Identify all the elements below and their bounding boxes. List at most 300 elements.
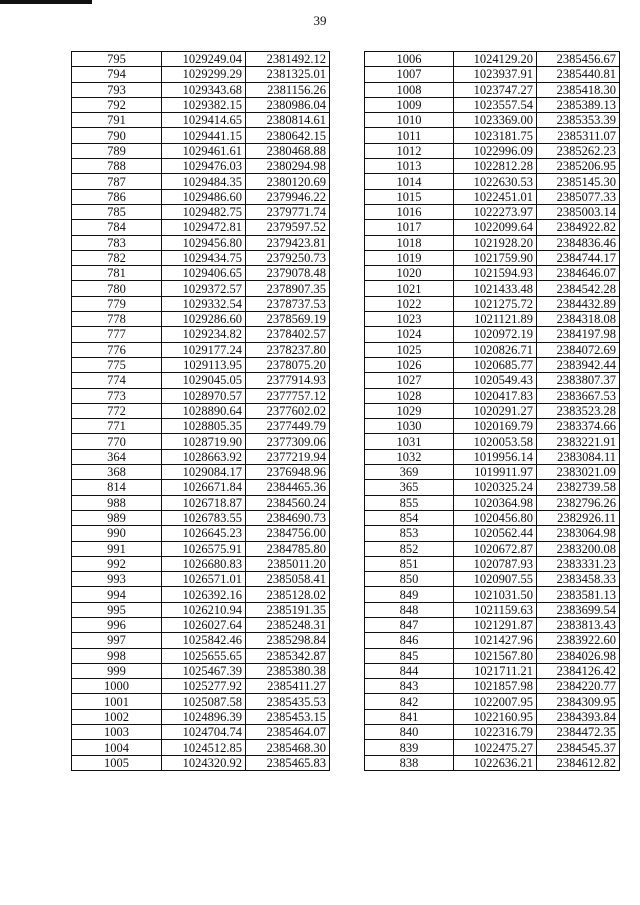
x-coordinate-cell: 1029484.35 (162, 174, 246, 189)
x-coordinate-cell: 1023747.27 (454, 82, 537, 97)
table-row (72, 266, 330, 281)
table-row (365, 495, 620, 510)
y-coordinate-cell: 2377757.12 (246, 388, 330, 403)
x-coordinate-cell: 1029486.60 (162, 189, 246, 204)
y-coordinate-cell: 2385435.53 (246, 694, 330, 709)
point-number-cell: 1006 (365, 52, 454, 67)
table-row (365, 128, 620, 143)
point-number-cell: 786 (72, 189, 162, 204)
y-coordinate-cell: 2382926.11 (537, 510, 620, 525)
point-number-cell: 771 (72, 419, 162, 434)
x-coordinate-cell: 1029476.03 (162, 159, 246, 174)
table-row (72, 189, 330, 204)
y-coordinate-cell: 2377602.02 (246, 403, 330, 418)
y-coordinate-cell: 2383699.54 (537, 602, 620, 617)
y-coordinate-cell: 2383942.44 (537, 357, 620, 372)
table-row (72, 419, 330, 434)
table-row (72, 709, 330, 724)
x-coordinate-cell: 1029249.04 (162, 52, 246, 67)
x-coordinate-cell: 1020787.93 (454, 556, 537, 571)
point-number-cell: 787 (72, 174, 162, 189)
y-coordinate-cell: 2383523.28 (537, 403, 620, 418)
y-coordinate-cell: 2385298.84 (246, 633, 330, 648)
point-number-cell: 1032 (365, 449, 454, 464)
x-coordinate-cell: 1029482.75 (162, 204, 246, 219)
x-coordinate-cell: 1022273.97 (454, 204, 537, 219)
point-number-cell: 841 (365, 709, 454, 724)
point-number-cell: 792 (72, 97, 162, 112)
x-coordinate-cell: 1025467.39 (162, 663, 246, 678)
y-coordinate-cell: 2379423.81 (246, 235, 330, 250)
y-coordinate-cell: 2385248.31 (246, 617, 330, 632)
y-coordinate-cell: 2378737.53 (246, 296, 330, 311)
y-coordinate-cell: 2379597.52 (246, 220, 330, 235)
table-row (365, 281, 620, 296)
point-number-cell: 785 (72, 204, 162, 219)
x-coordinate-cell: 1025655.65 (162, 648, 246, 663)
point-number-cell: 783 (72, 235, 162, 250)
table-row (365, 526, 620, 541)
x-coordinate-cell: 1020972.19 (454, 327, 537, 342)
point-number-cell: 1008 (365, 82, 454, 97)
point-number-cell: 1017 (365, 220, 454, 235)
x-coordinate-cell: 1029343.68 (162, 82, 246, 97)
table-row (365, 434, 620, 449)
x-coordinate-cell: 1020053.58 (454, 434, 537, 449)
y-coordinate-cell: 2385206.95 (537, 159, 620, 174)
table-row (365, 342, 620, 357)
table-row (365, 296, 620, 311)
y-coordinate-cell: 2378569.19 (246, 312, 330, 327)
x-coordinate-cell: 1026027.64 (162, 617, 246, 632)
table-row (72, 465, 330, 480)
point-number-cell: 791 (72, 113, 162, 128)
point-number-cell: 1004 (72, 740, 162, 755)
point-number-cell: 1025 (365, 342, 454, 357)
table-row (365, 587, 620, 602)
x-coordinate-cell: 1029286.60 (162, 312, 246, 327)
y-coordinate-cell: 2384542.28 (537, 281, 620, 296)
point-number-cell: 1013 (365, 159, 454, 174)
point-number-cell: 992 (72, 556, 162, 571)
table-row (72, 648, 330, 663)
table-row (365, 357, 620, 372)
point-number-cell: 788 (72, 159, 162, 174)
table-row (365, 235, 620, 250)
y-coordinate-cell: 2380294.98 (246, 159, 330, 174)
x-coordinate-cell: 1024896.39 (162, 709, 246, 724)
point-number-cell: 1001 (72, 694, 162, 709)
y-coordinate-cell: 2384220.77 (537, 679, 620, 694)
point-number-cell: 1003 (72, 725, 162, 740)
x-coordinate-cell: 1029234.82 (162, 327, 246, 342)
y-coordinate-cell: 2383922.60 (537, 633, 620, 648)
y-coordinate-cell: 2380642.15 (246, 128, 330, 143)
x-coordinate-cell: 1029441.15 (162, 128, 246, 143)
table-row (72, 388, 330, 403)
x-coordinate-cell: 1029472.81 (162, 220, 246, 235)
point-number-cell: 852 (365, 541, 454, 556)
y-coordinate-cell: 2379250.73 (246, 250, 330, 265)
coordinates-table-right (364, 51, 620, 771)
point-number-cell: 847 (365, 617, 454, 632)
table-row (72, 755, 330, 770)
table-row (365, 556, 620, 571)
y-coordinate-cell: 2380814.61 (246, 113, 330, 128)
table-row (72, 403, 330, 418)
table-row (365, 480, 620, 495)
point-number-cell: 1009 (365, 97, 454, 112)
x-coordinate-cell: 1021031.50 (454, 587, 537, 602)
x-coordinate-cell: 1019911.97 (454, 465, 537, 480)
table-row (72, 526, 330, 541)
y-coordinate-cell: 2385456.67 (537, 52, 620, 67)
point-number-cell: 364 (72, 449, 162, 464)
table-row (365, 174, 620, 189)
table-row (365, 617, 620, 632)
table-row (72, 510, 330, 525)
y-coordinate-cell: 2385191.35 (246, 602, 330, 617)
x-coordinate-cell: 1029382.15 (162, 97, 246, 112)
y-coordinate-cell: 2385077.33 (537, 189, 620, 204)
y-coordinate-cell: 2384922.82 (537, 220, 620, 235)
y-coordinate-cell: 2385453.15 (246, 709, 330, 724)
y-coordinate-cell: 2385440.81 (537, 67, 620, 82)
x-coordinate-cell: 1020456.80 (454, 510, 537, 525)
x-coordinate-cell: 1021291.87 (454, 617, 537, 632)
point-number-cell: 781 (72, 266, 162, 281)
table-row (72, 556, 330, 571)
y-coordinate-cell: 2383221.91 (537, 434, 620, 449)
table-row (365, 602, 620, 617)
point-number-cell: 1020 (365, 266, 454, 281)
y-coordinate-cell: 2380120.69 (246, 174, 330, 189)
point-number-cell: 840 (365, 725, 454, 740)
table-row (72, 281, 330, 296)
table-row (72, 220, 330, 235)
y-coordinate-cell: 2385311.07 (537, 128, 620, 143)
y-coordinate-cell: 2378075.20 (246, 357, 330, 372)
x-coordinate-cell: 1029406.65 (162, 266, 246, 281)
x-coordinate-cell: 1028890.64 (162, 403, 246, 418)
point-number-cell: 1007 (365, 67, 454, 82)
point-number-cell: 1019 (365, 250, 454, 265)
x-coordinate-cell: 1021594.93 (454, 266, 537, 281)
x-coordinate-cell: 1020549.43 (454, 373, 537, 388)
table-row (365, 113, 620, 128)
table-row (72, 52, 330, 67)
table-row (72, 113, 330, 128)
y-coordinate-cell: 2384126.42 (537, 663, 620, 678)
y-coordinate-cell: 2383807.37 (537, 373, 620, 388)
table-row (72, 694, 330, 709)
y-coordinate-cell: 2383084.11 (537, 449, 620, 464)
x-coordinate-cell: 1024512.85 (162, 740, 246, 755)
table-row (365, 633, 620, 648)
table-row (365, 572, 620, 587)
table-row (72, 97, 330, 112)
point-number-cell: 994 (72, 587, 162, 602)
x-coordinate-cell: 1022630.53 (454, 174, 537, 189)
table-row (72, 82, 330, 97)
x-coordinate-cell: 1024129.20 (454, 52, 537, 67)
x-coordinate-cell: 1028970.57 (162, 388, 246, 403)
table-row (365, 709, 620, 724)
y-coordinate-cell: 2384612.82 (537, 755, 620, 770)
point-number-cell: 990 (72, 526, 162, 541)
point-number-cell: 995 (72, 602, 162, 617)
x-coordinate-cell: 1019956.14 (454, 449, 537, 464)
x-coordinate-cell: 1021759.90 (454, 250, 537, 265)
point-number-cell: 1029 (365, 403, 454, 418)
table-row (72, 587, 330, 602)
table-row (365, 52, 620, 67)
table-row (72, 235, 330, 250)
point-number-cell: 988 (72, 495, 162, 510)
y-coordinate-cell: 2384393.84 (537, 709, 620, 724)
y-coordinate-cell: 2378402.57 (246, 327, 330, 342)
table-row (365, 449, 620, 464)
table-row (72, 67, 330, 82)
point-number-cell: 1016 (365, 204, 454, 219)
point-number-cell: 1002 (72, 709, 162, 724)
point-number-cell: 989 (72, 510, 162, 525)
x-coordinate-cell: 1020169.79 (454, 419, 537, 434)
table-row (72, 617, 330, 632)
table-row (365, 541, 620, 556)
y-coordinate-cell: 2377309.06 (246, 434, 330, 449)
x-coordinate-cell: 1029299.29 (162, 67, 246, 82)
y-coordinate-cell: 2384465.36 (246, 480, 330, 495)
x-coordinate-cell: 1026718.87 (162, 495, 246, 510)
table-row (72, 663, 330, 678)
point-number-cell: 839 (365, 740, 454, 755)
table-row (365, 373, 620, 388)
x-coordinate-cell: 1020907.55 (454, 572, 537, 587)
point-number-cell: 773 (72, 388, 162, 403)
y-coordinate-cell: 2384560.24 (246, 495, 330, 510)
point-number-cell: 789 (72, 143, 162, 158)
x-coordinate-cell: 1025087.58 (162, 694, 246, 709)
table-row (72, 725, 330, 740)
x-coordinate-cell: 1023181.75 (454, 128, 537, 143)
x-coordinate-cell: 1029414.65 (162, 113, 246, 128)
point-number-cell: 1027 (365, 373, 454, 388)
point-number-cell: 776 (72, 342, 162, 357)
y-coordinate-cell: 2383200.08 (537, 541, 620, 556)
top-rule (0, 0, 92, 4)
point-number-cell: 784 (72, 220, 162, 235)
table-row (365, 327, 620, 342)
table-row (72, 449, 330, 464)
x-coordinate-cell: 1020562.44 (454, 526, 537, 541)
x-coordinate-cell: 1026671.84 (162, 480, 246, 495)
y-coordinate-cell: 2383374.66 (537, 419, 620, 434)
y-coordinate-cell: 2379078.48 (246, 266, 330, 281)
x-coordinate-cell: 1020325.24 (454, 480, 537, 495)
table-row (365, 82, 620, 97)
point-number-cell: 1028 (365, 388, 454, 403)
x-coordinate-cell: 1021159.63 (454, 602, 537, 617)
x-coordinate-cell: 1021433.48 (454, 281, 537, 296)
x-coordinate-cell: 1024320.92 (162, 755, 246, 770)
y-coordinate-cell: 2380468.88 (246, 143, 330, 158)
table-row (365, 189, 620, 204)
table-row (72, 541, 330, 556)
y-coordinate-cell: 2385380.38 (246, 663, 330, 678)
table-row (365, 740, 620, 755)
table-row (365, 159, 620, 174)
point-number-cell: 780 (72, 281, 162, 296)
y-coordinate-cell: 2383581.13 (537, 587, 620, 602)
point-number-cell: 1014 (365, 174, 454, 189)
y-coordinate-cell: 2378907.35 (246, 281, 330, 296)
x-coordinate-cell: 1020417.83 (454, 388, 537, 403)
point-number-cell: 850 (365, 572, 454, 587)
x-coordinate-cell: 1022475.27 (454, 740, 537, 755)
table-row (365, 250, 620, 265)
table-row (72, 327, 330, 342)
table-row (365, 204, 620, 219)
x-coordinate-cell: 1026783.55 (162, 510, 246, 525)
y-coordinate-cell: 2385411.27 (246, 679, 330, 694)
point-number-cell: 790 (72, 128, 162, 143)
y-coordinate-cell: 2382739.58 (537, 480, 620, 495)
point-number-cell: 775 (72, 357, 162, 372)
x-coordinate-cell: 1022451.01 (454, 189, 537, 204)
point-number-cell: 770 (72, 434, 162, 449)
y-coordinate-cell: 2382796.26 (537, 495, 620, 510)
table-row (72, 602, 330, 617)
point-number-cell: 778 (72, 312, 162, 327)
x-coordinate-cell: 1029045.05 (162, 373, 246, 388)
table-row (72, 250, 330, 265)
table-row (72, 312, 330, 327)
point-number-cell: 843 (365, 679, 454, 694)
point-number-cell: 365 (365, 480, 454, 495)
x-coordinate-cell: 1021121.89 (454, 312, 537, 327)
x-coordinate-cell: 1022316.79 (454, 725, 537, 740)
x-coordinate-cell: 1021275.72 (454, 296, 537, 311)
y-coordinate-cell: 2384690.73 (246, 510, 330, 525)
y-coordinate-cell: 2385353.39 (537, 113, 620, 128)
table-row (72, 572, 330, 587)
point-number-cell: 846 (365, 633, 454, 648)
y-coordinate-cell: 2384197.98 (537, 327, 620, 342)
x-coordinate-cell: 1029372.57 (162, 281, 246, 296)
page-number: 39 (313, 13, 327, 28)
y-coordinate-cell: 2383064.98 (537, 526, 620, 541)
x-coordinate-cell: 1026210.94 (162, 602, 246, 617)
x-coordinate-cell: 1025277.92 (162, 679, 246, 694)
y-coordinate-cell: 2384026.98 (537, 648, 620, 663)
x-coordinate-cell: 1026645.23 (162, 526, 246, 541)
table-row (72, 174, 330, 189)
point-number-cell: 1026 (365, 357, 454, 372)
x-coordinate-cell: 1025842.46 (162, 633, 246, 648)
y-coordinate-cell: 2385058.41 (246, 572, 330, 587)
y-coordinate-cell: 2384785.80 (246, 541, 330, 556)
point-number-cell: 1018 (365, 235, 454, 250)
x-coordinate-cell: 1022812.28 (454, 159, 537, 174)
x-coordinate-cell: 1022099.64 (454, 220, 537, 235)
x-coordinate-cell: 1029332.54 (162, 296, 246, 311)
point-number-cell: 853 (365, 526, 454, 541)
point-number-cell: 772 (72, 403, 162, 418)
table-row (72, 480, 330, 495)
y-coordinate-cell: 2379771.74 (246, 204, 330, 219)
point-number-cell: 848 (365, 602, 454, 617)
x-coordinate-cell: 1020826.71 (454, 342, 537, 357)
x-coordinate-cell: 1021711.21 (454, 663, 537, 678)
y-coordinate-cell: 2377219.94 (246, 449, 330, 464)
x-coordinate-cell: 1026392.16 (162, 587, 246, 602)
y-coordinate-cell: 2385003.14 (537, 204, 620, 219)
x-coordinate-cell: 1028805.35 (162, 419, 246, 434)
x-coordinate-cell: 1021427.96 (454, 633, 537, 648)
y-coordinate-cell: 2384309.95 (537, 694, 620, 709)
table-row (72, 296, 330, 311)
x-coordinate-cell: 1023369.00 (454, 113, 537, 128)
table-row (365, 143, 620, 158)
table-row (365, 755, 620, 770)
point-number-cell: 844 (365, 663, 454, 678)
y-coordinate-cell: 2385128.02 (246, 587, 330, 602)
point-number-cell: 782 (72, 250, 162, 265)
y-coordinate-cell: 2383331.23 (537, 556, 620, 571)
y-coordinate-cell: 2383021.09 (537, 465, 620, 480)
y-coordinate-cell: 2384318.08 (537, 312, 620, 327)
y-coordinate-cell: 2385145.30 (537, 174, 620, 189)
y-coordinate-cell: 2377914.93 (246, 373, 330, 388)
x-coordinate-cell: 1022996.09 (454, 143, 537, 158)
y-coordinate-cell: 2384756.00 (246, 526, 330, 541)
table-row (365, 679, 620, 694)
x-coordinate-cell: 1020364.98 (454, 495, 537, 510)
point-number-cell: 997 (72, 633, 162, 648)
point-number-cell: 1012 (365, 143, 454, 158)
point-number-cell: 842 (365, 694, 454, 709)
y-coordinate-cell: 2376948.96 (246, 465, 330, 480)
point-number-cell: 1023 (365, 312, 454, 327)
y-coordinate-cell: 2383667.53 (537, 388, 620, 403)
table-row (365, 220, 620, 235)
point-number-cell: 779 (72, 296, 162, 311)
table-row (72, 342, 330, 357)
point-number-cell: 795 (72, 52, 162, 67)
y-coordinate-cell: 2384545.37 (537, 740, 620, 755)
x-coordinate-cell: 1022636.21 (454, 755, 537, 770)
y-coordinate-cell: 2378237.80 (246, 342, 330, 357)
point-number-cell: 1021 (365, 281, 454, 296)
table-row (72, 740, 330, 755)
x-coordinate-cell: 1023937.91 (454, 67, 537, 82)
y-coordinate-cell: 2384472.35 (537, 725, 620, 740)
x-coordinate-cell: 1024704.74 (162, 725, 246, 740)
x-coordinate-cell: 1028663.92 (162, 449, 246, 464)
x-coordinate-cell: 1029434.75 (162, 250, 246, 265)
point-number-cell: 774 (72, 373, 162, 388)
point-number-cell: 777 (72, 327, 162, 342)
y-coordinate-cell: 2385011.20 (246, 556, 330, 571)
point-number-cell: 855 (365, 495, 454, 510)
y-coordinate-cell: 2381156.26 (246, 82, 330, 97)
y-coordinate-cell: 2385342.87 (246, 648, 330, 663)
table-row (365, 403, 620, 418)
x-coordinate-cell: 1020672.87 (454, 541, 537, 556)
table-row (72, 159, 330, 174)
x-coordinate-cell: 1028719.90 (162, 434, 246, 449)
